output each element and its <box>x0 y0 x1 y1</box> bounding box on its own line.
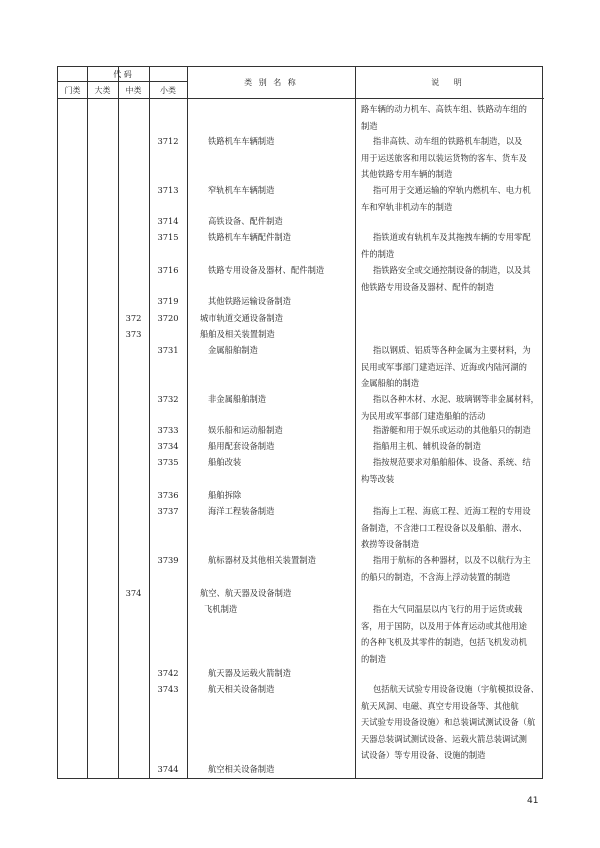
row-small-code: 3715 <box>157 232 179 242</box>
row-name: 非金属船舶制造 <box>208 394 267 404</box>
row-small-code: 3743 <box>157 684 179 694</box>
row-small-code: 3735 <box>157 457 179 467</box>
row-mid-code: 373 <box>125 329 142 339</box>
header-zhong: 中类 <box>125 86 142 95</box>
row-small-code: 3744 <box>157 764 179 774</box>
row-desc: 指按规范要求对船舶船体、设备、系统、结 构等改装 <box>361 457 531 484</box>
row-name: 海洋工程装备制造 <box>208 506 275 516</box>
row-name: 船舶改装 <box>208 457 242 467</box>
row-name: 航空相关设备制造 <box>208 764 275 774</box>
row-name: 窄轨机车车辆制造 <box>208 185 275 195</box>
row-small-code: 3742 <box>157 668 179 678</box>
row-desc: 指铁道或有轨机车及其拖拽车辆的专用零配 件的制造 <box>361 232 531 259</box>
row-small-code: 3736 <box>157 490 179 500</box>
row-desc: 指非高铁、动车组的铁路机车制造，以及 用于运送旅客和用以装运货物的客车、货车及 其他铁路专用车辆的制造 <box>361 136 527 179</box>
row-name: 铁路机车车辆配件制造 <box>208 232 291 242</box>
row-desc: 指用于航标的各种器材，以及不以航行为主 的船只的制造，不含海上浮动装置的制造 <box>361 555 531 582</box>
row-mid-code: 372 <box>125 313 142 323</box>
row-name: 船舶及相关装置制造 <box>200 329 275 339</box>
header-name: 类 别 名 称 <box>244 78 298 87</box>
row-small-code: 3731 <box>157 345 179 355</box>
row-name: 航空、航天器及设备制造 <box>200 588 292 598</box>
row-desc: 包括航天试验专用设备设施（宇航模拟设备、 航天风洞、电磁、真空专用设备等、其他航 天试验专用设备设施）和总装调试测试设备（航 天器总装调试测试设备、运载火箭总装调试测 试设备）等专用设备、设施的制造 <box>361 684 539 760</box>
row-small-code: 3713 <box>157 185 179 195</box>
row-desc: 指以钢质、铝质等各种金属为主要材料，为 民用或军事部门建造远洋、近海或内陆河湖的 金属船舶的制造 <box>361 345 531 388</box>
row-name: 城市轨道交通设备制造 <box>200 313 283 323</box>
row-name: 航标器材及其他相关装置制造 <box>208 555 316 565</box>
row-name: 高铁设备、配件制造 <box>208 216 283 226</box>
row-name: 航天相关设备制造 <box>208 684 275 694</box>
row-small-code: 3720 <box>157 313 179 323</box>
row-desc: 指以各种木材、水泥、玻璃钢等非金属材料， 为民用或军事部门建造船舶的活动 <box>361 394 539 421</box>
row-name: 飞机制造 <box>204 604 238 614</box>
row-name: 铁路专用设备及器材、配件制造 <box>208 265 325 275</box>
page-number: 41 <box>527 796 539 806</box>
header-xiao: 小类 <box>160 86 176 95</box>
classification-table <box>57 66 543 779</box>
row-name: 铁路机车车辆制造 <box>208 136 275 146</box>
row-name: 娱乐船和运动船制造 <box>208 425 283 435</box>
row-name: 航天器及运载火箭制造 <box>208 668 291 678</box>
header-desc: 说 明 <box>431 78 468 87</box>
row-small-code: 3732 <box>157 394 179 404</box>
header-men: 门类 <box>64 86 81 95</box>
row-desc: 指铁路安全或交通控制设备的制造，以及其 他铁路专用设备及器材、配件的制造 <box>361 265 531 292</box>
row-small-code: 3737 <box>157 506 179 516</box>
row-mid-code: 374 <box>125 588 142 598</box>
row-small-code: 3734 <box>157 441 179 451</box>
row-desc: 指游艇和用于娱乐或运动的其他船只的制造 <box>373 425 531 435</box>
row-small-code: 3712 <box>157 136 179 146</box>
row-desc: 指海上工程、海底工程、近海工程的专用设 备制造，不含港口工程设备以及船舶、潜水、 救捞等设备制造 <box>361 506 531 549</box>
row-desc: 路车辆的动力机车、高铁车组、铁路动车组的 制造 <box>361 104 527 131</box>
row-desc: 指在大气同温层以内飞行的用于运货或载 客，用于国防，以及用于体育运动或其他用途 的各种飞机及其零件的制造，包括飞机发动机 的制造 <box>361 604 527 664</box>
row-name: 船舶拆除 <box>208 490 242 500</box>
row-name: 船用配套设备制造 <box>208 441 275 451</box>
row-desc: 指可用于交通运输的窄轨内燃机车、电力机 车和窄轨非机动车的制造 <box>361 185 531 212</box>
row-small-code: 3714 <box>157 216 179 226</box>
row-small-code: 3733 <box>157 425 179 435</box>
header-code: 代 码 <box>113 70 132 79</box>
row-small-code: 3716 <box>157 265 179 275</box>
row-name: 其他铁路运输设备制造 <box>208 296 291 306</box>
row-name: 金属船舶制造 <box>208 345 258 355</box>
row-desc: 指船用主机、辅机设备的制造 <box>373 441 481 451</box>
row-small-code: 3739 <box>157 555 179 565</box>
row-small-code: 3719 <box>157 296 179 306</box>
header-da: 大类 <box>94 86 111 95</box>
